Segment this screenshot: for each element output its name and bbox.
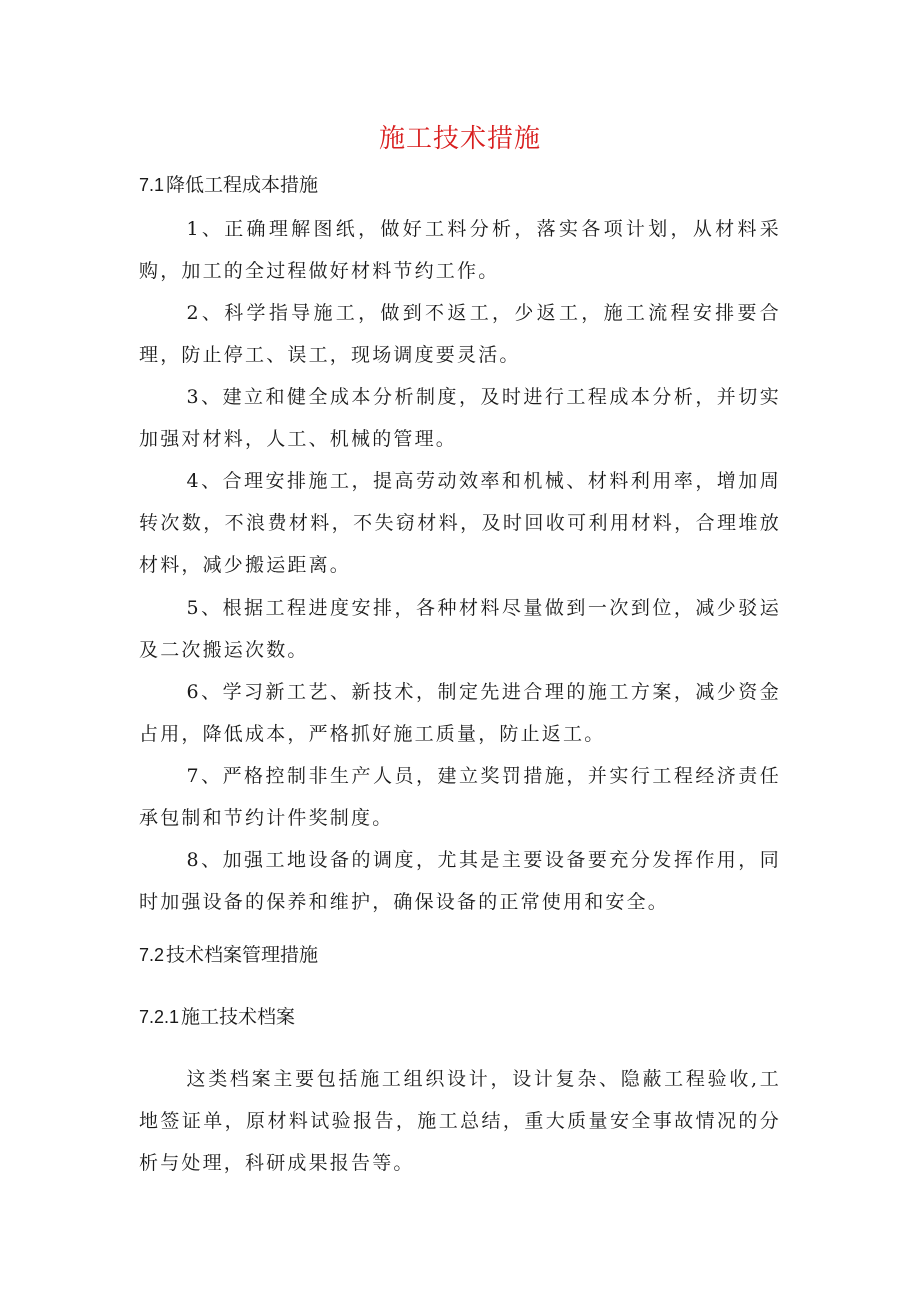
measure-item-7: 7、严格控制非生产人员，建立奖罚措施，并实行工程经济责任承包制和节约计件奖制度。 xyxy=(139,765,781,829)
document-title: 施工技术措施 xyxy=(378,124,541,154)
section-heading-7-1 xyxy=(139,171,318,199)
measure-item-4: 4、合理安排施工，提高劳动效率和机械、材料利用率，增加周转次数，不浪费材料，不失窃材料，及时回收可利用材料，合理堆放材料，减少搬运距离。 xyxy=(139,470,781,576)
section-number: 7.2 xyxy=(139,945,165,965)
section-heading-7-2-1 xyxy=(139,1003,295,1031)
archive-paragraph: 这类档案主要包括施工组织设计，设计复杂、隐蔽工程验收,工地签证单，原材料试验报告，施工总结，重大质量安全事故情况的分析与处理，科研成果报告等。 xyxy=(139,1068,781,1174)
measure-item-3: 3、建立和健全成本分析制度，及时进行工程成本分析，并切实加强对材料，人工、机械的管理。 xyxy=(139,386,781,450)
section-title: 施工技术档案 xyxy=(181,1006,296,1028)
measure-item-1: 1、正确理解图纸，做好工料分析，落实各项计划，从材料采购，加工的全过程做好材料节约工作。 xyxy=(139,218,781,282)
section-number: 7.2.1 xyxy=(139,1007,180,1027)
section-title: 技术档案管理措施 xyxy=(166,944,319,966)
measure-item-6: 6、学习新工艺、新技术，制定先进合理的施工方案，减少资金占用，降低成本，严格抓好施工质量，防止返工。 xyxy=(139,681,781,745)
measure-item-5: 5、根据工程进度安排，各种材料尽量做到一次到位，减少驳运及二次搬运次数。 xyxy=(139,597,781,661)
section-number: 7.1 xyxy=(139,175,165,195)
section-title: 降低工程成本措施 xyxy=(166,174,319,196)
measure-item-8: 8、加强工地设备的调度，尤其是主要设备要充分发挥作用，同时加强设备的保养和维护，确保设备的正常使用和安全。 xyxy=(139,849,781,913)
measure-item-2: 2、科学指导施工，做到不返工，少返工，施工流程安排要合理，防止停工、误工，现场调度要灵活。 xyxy=(139,302,781,366)
section-heading-7-2 xyxy=(139,941,318,969)
